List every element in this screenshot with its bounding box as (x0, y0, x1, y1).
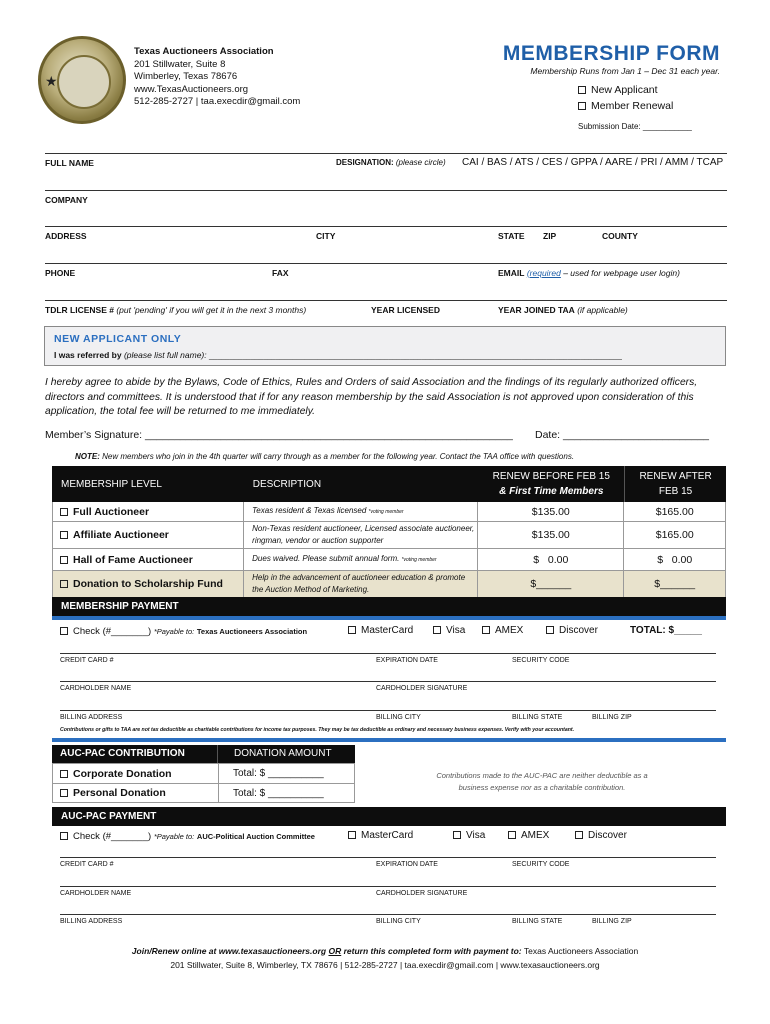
state-label: STATE (498, 231, 525, 241)
mastercard-option[interactable]: MasterCard (348, 625, 413, 636)
aucpac-expiration-label: EXPIRATION DATE (376, 861, 438, 868)
member-renewal-option[interactable]: Member Renewal (578, 100, 673, 112)
price-before: $135.00 (478, 522, 624, 548)
divider (52, 738, 726, 742)
tax-disclaimer: Contributions or gifts to TAA are not tax deductible as charitable contributions for income tax purposes. They may be tax deductible as ordinary and necessary business expenses. Verify with your accountant. (60, 727, 575, 733)
price-before: $ 0.00 (478, 549, 624, 570)
year-joined-label: YEAR JOINED TAA (if applicable) (498, 305, 628, 315)
new-applicant-box (44, 326, 726, 366)
price-after: $______ (654, 578, 696, 590)
billing-city-label: BILLING CITY (376, 714, 421, 721)
phone-line[interactable] (45, 263, 727, 264)
phone-label: PHONE (45, 268, 76, 278)
price-before: $135.00 (478, 502, 624, 521)
membership-row (52, 549, 726, 571)
membership-description: Dues waived. Please submit annual form. *voting member (244, 549, 478, 570)
expiration-label: EXPIRATION DATE (376, 657, 438, 664)
membership-row (52, 522, 726, 549)
aucpac-amex-option[interactable]: AMEX (508, 830, 549, 841)
full-name-line[interactable] (45, 153, 727, 154)
col-description: DESCRIPTION (252, 478, 322, 490)
checkbox-icon[interactable] (578, 86, 586, 94)
col-membership-level: MEMBERSHIP LEVEL (61, 478, 162, 490)
membership-description: Help in the advancement of auctioneer education & promote the Auction Method of Marketing. (244, 571, 478, 597)
security-label: SECURITY CODE (512, 657, 570, 664)
discover-option[interactable]: Discover (546, 625, 598, 636)
membership-description: Texas resident & Texas licensed *voting member (244, 502, 478, 521)
aucpac-note: Contributions made to the AUC-PAC are neither deductible as a business expense nor as a charitable contribution. (436, 771, 648, 792)
aucpac-cardholder-line[interactable] (60, 886, 716, 887)
price-before: $______ (478, 571, 624, 597)
tdlr-line[interactable] (45, 300, 727, 301)
footer-line2: 201 Stillwater, Suite 8, Wimberley, TX 78676 | 512-285-2727 | taa.execdir@gmail.com | www.texasauctioneers.org (170, 960, 600, 970)
aucpac-billing-zip-label: BILLING ZIP (592, 918, 632, 925)
aucpac-security-label: SECURITY CODE (512, 861, 570, 868)
billing-state-label: BILLING STATE (512, 714, 563, 721)
zip-label: ZIP (543, 231, 557, 241)
aucpac-discover-option[interactable]: Discover (575, 830, 627, 841)
star-icon: ★ (45, 73, 58, 89)
city-label: CITY (316, 231, 336, 241)
aucpac-credit-card-label: CREDIT CARD # (60, 861, 114, 868)
aucpac-payment-heading: AUC-PAC PAYMENT (52, 807, 726, 826)
new-applicant-heading: NEW APPLICANT ONLY (54, 333, 182, 345)
price-after: $165.00 (655, 505, 694, 518)
corporate-total[interactable]: Total: $ __________ (233, 768, 324, 779)
aucpac-mastercard-option[interactable]: MasterCard (348, 830, 413, 841)
membership-level-option[interactable]: Full Auctioneer (53, 502, 244, 521)
address-label: ADDRESS (45, 231, 87, 241)
aucpac-billing-state-label: BILLING STATE (512, 918, 563, 925)
county-label: COUNTY (602, 231, 638, 241)
fax-label: FAX (272, 268, 289, 278)
col-renew-before: RENEW BEFORE FEB 15 & First Time Members (492, 471, 610, 497)
membership-table (52, 466, 726, 598)
donation-amount-heading: DONATION AMOUNT (217, 745, 355, 763)
company-label: COMPANY (45, 195, 88, 205)
billing-zip-label: BILLING ZIP (592, 714, 632, 721)
visa-option[interactable]: Visa (433, 625, 465, 636)
footer-line1: Join/Renew online at www.texasauctioneers.org OR return this completed form with payment to: Texas Auctioneers Association (131, 946, 639, 956)
price-after: $165.00 (655, 529, 694, 541)
membership-payment-heading: MEMBERSHIP PAYMENT (52, 597, 726, 616)
full-name-label: FULL NAME (45, 158, 94, 168)
new-applicant-option[interactable]: New Applicant (578, 84, 658, 96)
org-info: Texas Auctioneers Association 201 Stillwater, Suite 8 Wimberley, Texas 78676 www.TexasAuctioneers.org 512-285-2727 | taa.execdir@gmail.com (134, 46, 301, 107)
tdlr-label: TDLR LICENSE # (put 'pending' if you will get it in the next 3 months) (45, 305, 307, 315)
credit-card-label: CREDIT CARD # (60, 657, 114, 664)
aucpac-billing-line[interactable] (60, 914, 716, 915)
cardholder-signature-label: CARDHOLDER SIGNATURE (376, 685, 468, 692)
referred-by[interactable]: I was referred by (please list full name): ___________________________________________________________________________________________________ (54, 350, 622, 360)
membership-row (52, 571, 726, 598)
year-licensed-label: YEAR LICENSED (371, 305, 440, 315)
company-line[interactable] (45, 190, 727, 191)
designation-options[interactable]: CAI / BAS / ATS / CES / GPPA / AARE / PRI / AMM / TCAP (462, 157, 724, 168)
payment-total[interactable]: TOTAL: $_____ (630, 625, 702, 636)
aucpac-visa-option[interactable]: Visa (453, 830, 485, 841)
cardholder-label: CARDHOLDER NAME (60, 685, 132, 692)
email-label: EMAIL (required – used for webpage user login) (498, 268, 680, 278)
aucpac-billing-address-label: BILLING ADDRESS (60, 918, 123, 925)
aucpac-heading: AUC-PAC CONTRIBUTION (52, 745, 217, 763)
price-after: $ 0.00 (657, 553, 693, 566)
membership-row (52, 502, 726, 522)
membership-level-option[interactable]: Affiliate Auctioneer (53, 522, 244, 548)
aucpac-signature-label: CARDHOLDER SIGNATURE (376, 890, 468, 897)
aucpac-check-option[interactable]: Check (#_______) *Payable to: AUC-Political Auction Committee (60, 831, 315, 842)
check-option[interactable]: Check (#_______) *Payable to: Texas Auctioneers Association (60, 626, 307, 637)
form-title: MEMBERSHIP FORM (502, 42, 720, 65)
address-line[interactable] (45, 226, 727, 227)
personal-total[interactable]: Total: $ __________ (233, 788, 324, 799)
form-subtitle: Membership Runs from Jan 1 – Dec 31 each year. (530, 66, 720, 76)
aucpac-table (52, 763, 355, 803)
taa-logo (38, 36, 126, 124)
credit-card-line[interactable] (60, 653, 716, 654)
designation-label: DESIGNATION: (please circle) (336, 158, 446, 167)
aucpac-credit-card-line[interactable] (60, 857, 716, 858)
cardholder-line[interactable] (60, 681, 716, 682)
signature-date[interactable]: Date: _________________________ (535, 429, 710, 441)
col-renew-after: RENEW AFTER FEB 15 (624, 466, 726, 502)
member-signature[interactable]: Member’s Signature: _______________________________________________________________ (45, 429, 513, 441)
agreement-text: I hereby agree to abide by the Bylaws, Code of Ethics, Rules and Orders of said Association and the findings of its regularly authorized officers, directors and committees. It is understood that if for any reason membership by the said Association is not approved upon consideration of this application, the total fee will be returned to me immediately. (45, 377, 698, 417)
membership-level-option[interactable]: Donation to Scholarship Fund (53, 571, 244, 597)
membership-level-option[interactable]: Hall of Fame Auctioneer (53, 549, 244, 570)
checkbox-icon[interactable] (578, 102, 586, 110)
submission-date[interactable]: Submission Date: ___________ (578, 122, 692, 131)
aucpac-cardholder-label: CARDHOLDER NAME (60, 890, 132, 897)
membership-description: Non-Texas resident auctioneer, Licensed associate auctioneer, ringman, vendor or auction supporter (244, 522, 478, 548)
aucpac-billing-city-label: BILLING CITY (376, 918, 421, 925)
corporate-donation-option[interactable]: Corporate Donation (60, 768, 172, 780)
personal-donation-option[interactable]: Personal Donation (60, 787, 166, 799)
amex-option[interactable]: AMEX (482, 625, 523, 636)
note: NOTE: New members who join in the 4th quarter will carry through as a member for the following year. Contact the TAA office with questions. (75, 452, 575, 461)
billing-line[interactable] (60, 710, 716, 711)
divider (52, 616, 726, 620)
billing-address-label: BILLING ADDRESS (60, 714, 123, 721)
